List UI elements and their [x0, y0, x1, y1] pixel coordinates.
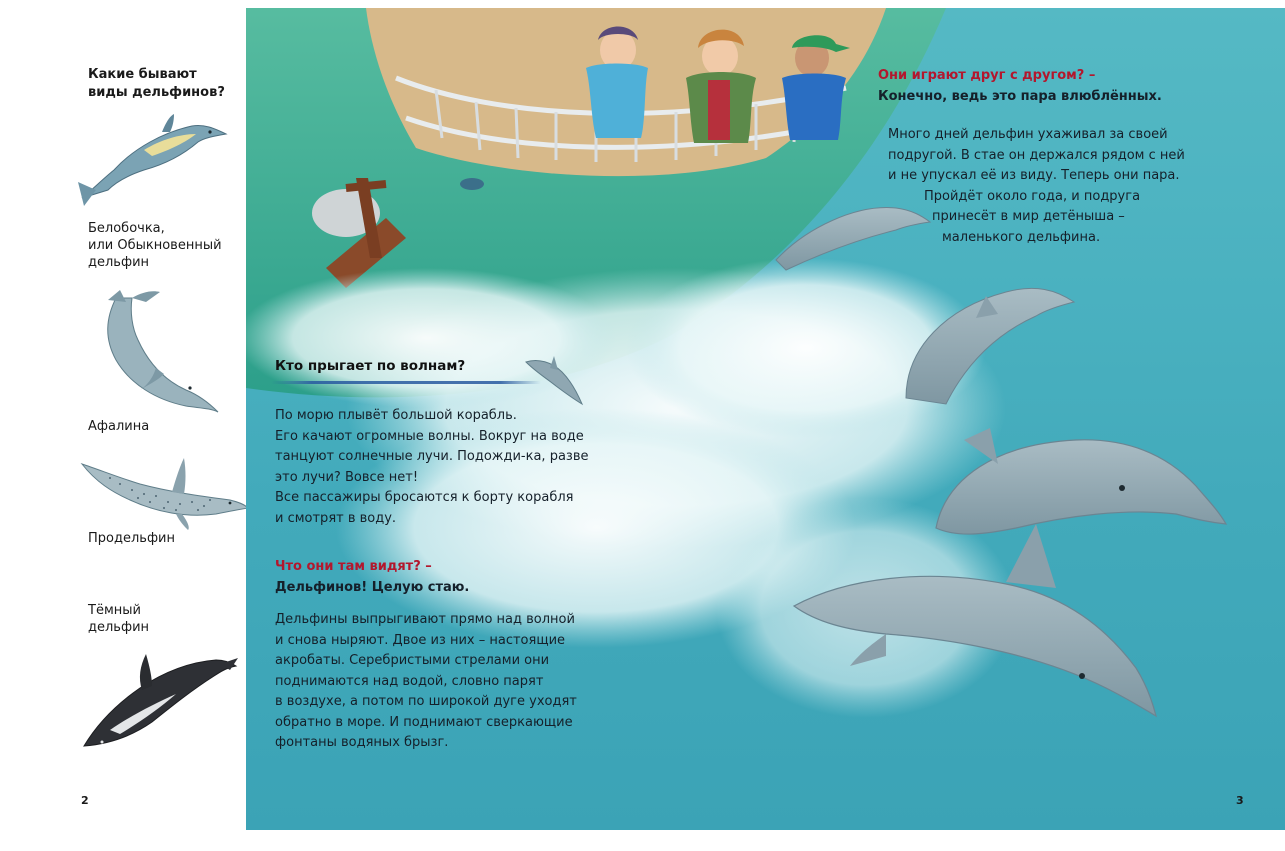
- species-label-spotted: [88, 530, 175, 547]
- heading-underline: [271, 381, 541, 384]
- species-label-line: Продельфин: [88, 531, 176, 546]
- body-line: По морю плывёт большой корабль.: [275, 408, 517, 423]
- body-line: Пройдёт около года, и подруга: [924, 188, 1141, 204]
- sea-illustration: [246, 8, 1285, 830]
- page-number-left: 2: [81, 794, 89, 807]
- species-label-common: [88, 220, 222, 271]
- answer-line: Дельфинов! Целую стаю.: [275, 579, 470, 595]
- small-dolphin-icon: [524, 354, 588, 408]
- species-label-line: дельфин: [88, 255, 150, 270]
- species-label-dusky: [88, 602, 149, 636]
- page-number-right: 3: [1236, 794, 1244, 807]
- species-label-line: Белобочка,: [88, 221, 165, 236]
- body-line: акробаты. Серебристыми стрелами они: [275, 653, 550, 668]
- question-line: Что они там видят? –: [275, 559, 432, 574]
- body-line: в воздухе, а потом по широкой дуге уходят: [275, 694, 577, 709]
- section2-question: [878, 66, 1218, 107]
- species-label-line: или Обыкновенный: [88, 238, 222, 253]
- section-heading-who-jumps: Кто прыгает по волнам?: [275, 358, 466, 374]
- question-line: Они играют друг с другом? –: [878, 68, 1096, 83]
- bottlenose-dolphin-illustration: [86, 288, 226, 418]
- body-line: подругой. В стае он держался рядом с ней: [888, 147, 1185, 163]
- section1-question: [275, 557, 615, 598]
- body-line: поднимаются над водой, словно парят: [275, 673, 544, 689]
- section1-body: [275, 406, 615, 529]
- body-line: и смотрят в воду.: [275, 510, 397, 526]
- answer-line: Конечно, ведь это пара влюблённых.: [878, 88, 1162, 104]
- body-line: принесёт в мир детёныша –: [932, 209, 1125, 224]
- sidebar-title: Какие бывают виды дельфинов?: [88, 67, 225, 100]
- body-line: обратно в море. И поднимают сверкающие: [275, 714, 573, 730]
- body-line: фонтаны водяных брызг.: [275, 735, 449, 750]
- children-on-deck: [586, 27, 850, 144]
- species-label-line: Афалина: [88, 419, 150, 434]
- body-line: танцуют солнечные лучи. Подожди-ка, разве: [275, 449, 589, 464]
- species-label-bottlenose: [88, 418, 149, 435]
- common-dolphin-illustration: [74, 108, 234, 208]
- body-line: и снова ныряют. Двое из них – настоящие: [275, 632, 566, 648]
- body-line: Много дней дельфин ухаживал за своей: [888, 127, 1168, 142]
- section2-body: [888, 125, 1228, 248]
- body-line: это лучи? Вовсе нет!: [275, 469, 419, 485]
- body-line: Все пассажиры бросаются к борту корабля: [275, 490, 574, 505]
- body-line: Его качают огромные волны. Вокруг на воде: [275, 428, 584, 444]
- dusky-dolphin-illustration: [80, 646, 240, 756]
- section1-body2: [275, 610, 615, 754]
- spotted-dolphin-illustration: [80, 452, 250, 532]
- species-label-line: дельфин: [88, 620, 150, 635]
- species-label-line: Тёмный: [88, 603, 141, 618]
- body-line: маленького дельфина.: [942, 229, 1101, 245]
- body-line: и не упускал её из виду. Теперь они пара.: [888, 168, 1180, 183]
- body-line: Дельфины выпрыгивают прямо над волной: [275, 612, 575, 627]
- species-sidebar: [0, 0, 248, 851]
